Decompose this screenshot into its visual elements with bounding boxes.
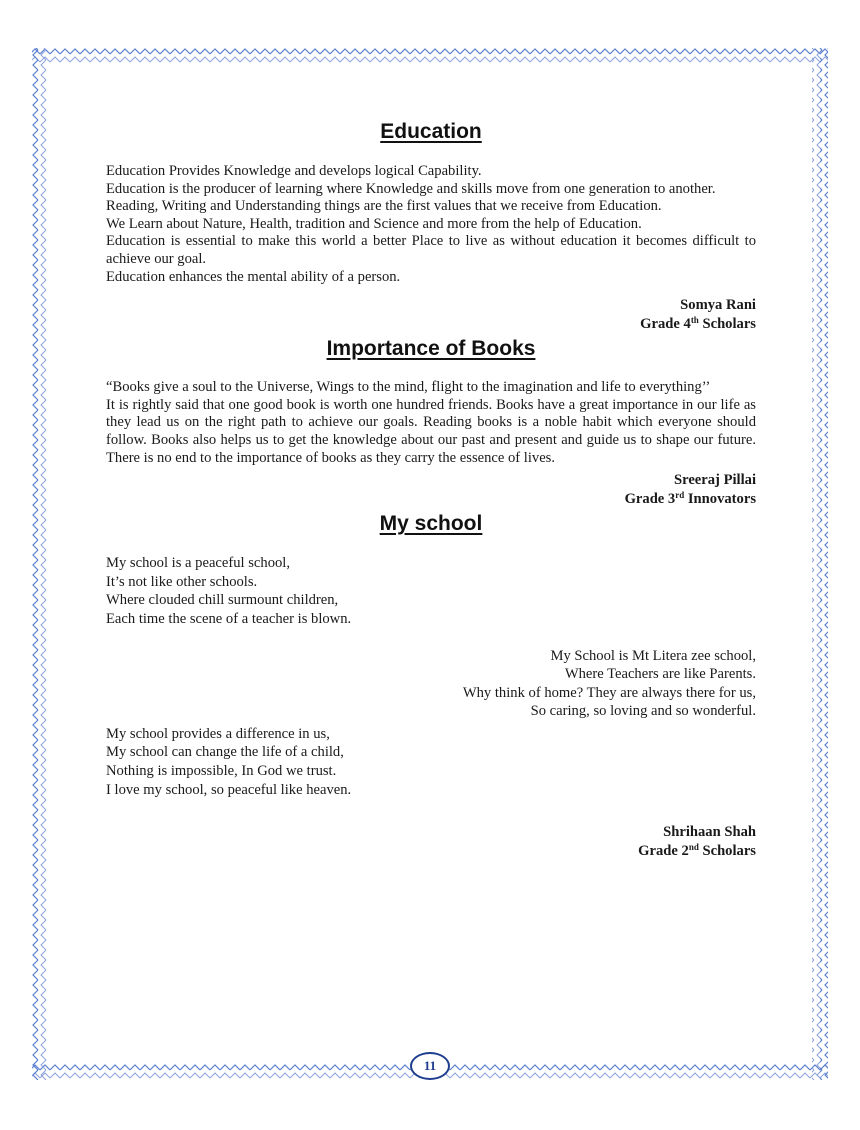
page-number-badge: 11 <box>410 1052 450 1080</box>
books-paragraph: “Books give a soul to the Universe, Wings to the mind, flight to the imagination and life to everything’’ It is rightly said that one good book is worth one hundred friends. Books have a great importance in our life as they lead us on the right path to achieve our goals. Reading books is a noble habit which everyone should follow. Books also helps us to get the knowledge about our past and present and guide us to shape our future. There is no end to the importance of books as they carry the essence of lives. <box>106 379 756 466</box>
author-name: Shrihaan Shah <box>663 824 756 841</box>
page-content <box>106 118 756 860</box>
author-name: Somya Rani <box>680 297 756 314</box>
poem-stanza: My School is Mt Litera zee school, Where Teachers are like Parents. Why think of home? They are always there for us, So caring, so loving and so wonderful. <box>462 647 756 720</box>
section-heading-education: Education <box>380 120 482 143</box>
poem-stanza: My school is a peaceful school, It’s not like other schools. Where clouded chill surmount children, Each time the scene of a teacher is blown. <box>106 555 352 627</box>
author-grade: Grade 2nd Scholars <box>638 841 756 859</box>
author-name: Sreeraj Pillai <box>674 472 756 489</box>
section-heading-importance-of-books: Importance of Books <box>326 337 536 361</box>
author-grade: Grade 4th Scholars <box>640 314 756 332</box>
education-paragraph: Education Provides Knowledge and develops logical Capability. Education is the producer of learning where Knowledge and skills move from one generation to another. Reading, Writing and Understanding things are the first values that we receive from Education. We Learn about Nature, Health, tradition and Science and more from the help of Education. Education is essential to make this world a better Place to live as without education it becomes difficult to achieve our goal. Education enhances the mental ability of a person. <box>106 163 756 285</box>
section-heading-my-school: My school <box>379 512 483 536</box>
poem-stanza: My school provides a difference in us, My school can change the life of a child, Nothing is impossible, In God we trust. I love my school, so peaceful like heaven. <box>106 725 352 798</box>
author-grade: Grade 3rd Innovators <box>624 489 756 507</box>
